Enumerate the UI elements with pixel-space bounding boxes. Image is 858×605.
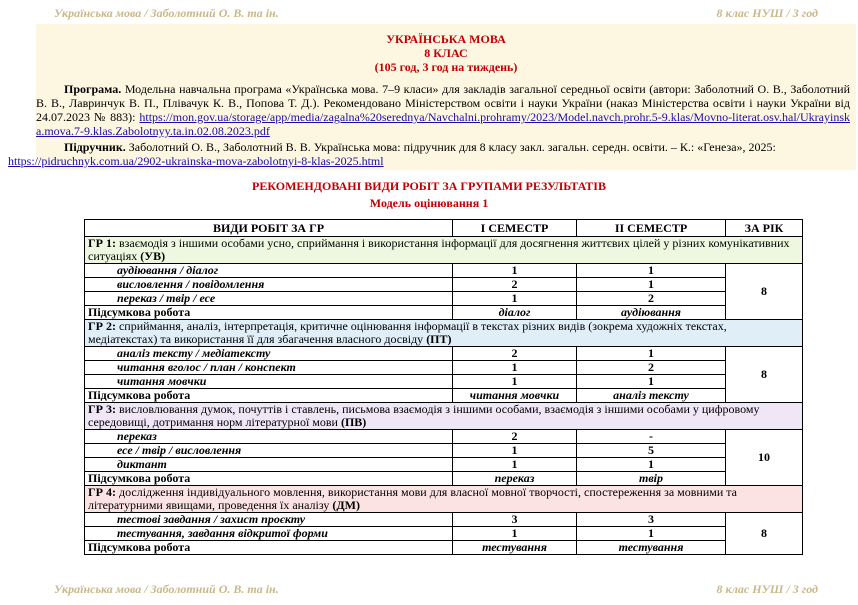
- table-row: есе / твір / висловлення 1 5: [85, 444, 803, 458]
- program-text: Модельна навчальна програма «Українська мова. 7–9 класи» для закладів загальної середньої освіти (автори: Заболотний О. В., Заболотний В. В., Лавринчук В. П., Плівачук К. В., Попова Т. Д.). Рекомендовано Міністерством освіти і науки України (наказ Міністерства освіти і науки України від 24.07.2023 № 883):: [36, 82, 850, 124]
- doc-hours: (105 год, 3 год на тиждень): [374, 60, 518, 74]
- header-cell: І СЕМЕСТР: [453, 220, 577, 237]
- summary-row: Підсумкова робота тестування тестування: [85, 541, 803, 555]
- doc-title: УКРАЇНСЬКА МОВА: [386, 32, 506, 46]
- textbook-text: Заболотний О. В., Заболотний В. В. Українська мова: підручник для 8 класу закл. загальн. середн. освіти. – К.: «Генеза», 2025:: [125, 140, 776, 154]
- table-row: аналіз тексту / медіатексту 2 1 8: [85, 347, 803, 361]
- program-link[interactable]: https://mon.gov.ua/storage/app/media/zagalna%20serednya/Navchalni.prohramy/2023/Model.navch.prohr.5-9.klas/Movno-literat.osv.hal/Ukrayinska.mova.7-9.klas.Zabolotnyy.ta.in.02.08.2023.pdf: [36, 110, 850, 138]
- summary-row: Підсумкова робота діалог аудіювання: [85, 306, 803, 320]
- year-total: 10: [726, 430, 803, 486]
- running-header-right: 8 клас НУШ / 3 год: [716, 6, 818, 20]
- table-row: переказ 2 - 10: [85, 430, 803, 444]
- assessment-table: [84, 219, 803, 555]
- running-footer-left: Українська мова / Заболотний О. В. та ін.: [54, 582, 279, 596]
- table-row: тестування, завдання відкритої форми 1 1: [85, 527, 803, 541]
- group-description: ГР 3: висловлювання думок, почуттів і ставлень, письмова взаємодія з іншими особами, взаємодія з іншими особами у цифровому середовищі, дотримання норм літературної мови (ПВ): [85, 403, 803, 430]
- group-row: [85, 237, 803, 264]
- group-row: [85, 403, 803, 430]
- table-row: читання мовчки 1 1: [85, 375, 803, 389]
- table-row: висловлення / повідомлення 2 1: [85, 278, 803, 292]
- running-footer-right: 8 клас НУШ / 3 год: [716, 582, 818, 596]
- summary-row: Підсумкова робота читання мовчки аналіз тексту: [85, 389, 803, 403]
- running-header-left: Українська мова / Заболотний О. В. та ін.: [54, 6, 279, 20]
- group-row: [85, 320, 803, 347]
- table-row: читання вголос / план / конспект 1 2: [85, 361, 803, 375]
- textbook-label: Підручник.: [64, 140, 126, 154]
- doc-grade: 8 КЛАС: [424, 46, 468, 60]
- section-subtitle: Модель оцінювання 1: [369, 196, 489, 210]
- textbook-paragraph: [8, 140, 850, 168]
- program-paragraph: [36, 82, 850, 138]
- year-total: 8: [726, 264, 803, 320]
- table-header-row: [85, 220, 803, 237]
- year-total: 8: [726, 513, 803, 555]
- section-title: РЕКОМЕНДОВАНІ ВИДИ РОБІТ ЗА ГРУПАМИ РЕЗУЛЬТАТІВ: [252, 179, 606, 193]
- running-header: [0, 2, 858, 24]
- group-description: ГР 1: взаємодія з іншими особами усно, сприймання і використання інформації для досягнення життєвих цілей у різних комунікативних ситуаціях (УВ): [85, 237, 803, 264]
- table-row: тестові завдання / захист проєкту 3 3 8: [85, 513, 803, 527]
- textbook-link[interactable]: https://pidruchnyk.com.ua/2902-ukrainska-mova-zabolotnyi-8-klas-2025.html: [8, 154, 384, 168]
- header-cell: ЗА РІК: [726, 220, 803, 237]
- year-total: 8: [726, 347, 803, 403]
- table-row: диктант 1 1: [85, 458, 803, 472]
- running-footer: [0, 578, 858, 600]
- table-row: аудіювання / діалог 1 1 8: [85, 264, 803, 278]
- table-row: переказ / твір / есе 1 2: [85, 292, 803, 306]
- group-description: ГР 4: дослідження індивідуального мовлення, використання мови для власної мовної творчості, спостереження за мовними та літературними явищами, проведення їх аналізу (ДМ): [85, 486, 803, 513]
- program-label: Програма.: [64, 82, 122, 96]
- header-cell: ВИДИ РОБІТ ЗА ГР: [85, 220, 453, 237]
- group-description: ГР 2: сприймання, аналіз, інтерпретація, критичне оцінювання інформації в текстах різних видів (зокрема художніх текстах, медіатекстах) та використання її для збагачення власного досвіду (ПТ): [85, 320, 803, 347]
- summary-row: Підсумкова робота переказ твір: [85, 472, 803, 486]
- group-row: [85, 486, 803, 513]
- header-cell: ІІ СЕМЕСТР: [577, 220, 726, 237]
